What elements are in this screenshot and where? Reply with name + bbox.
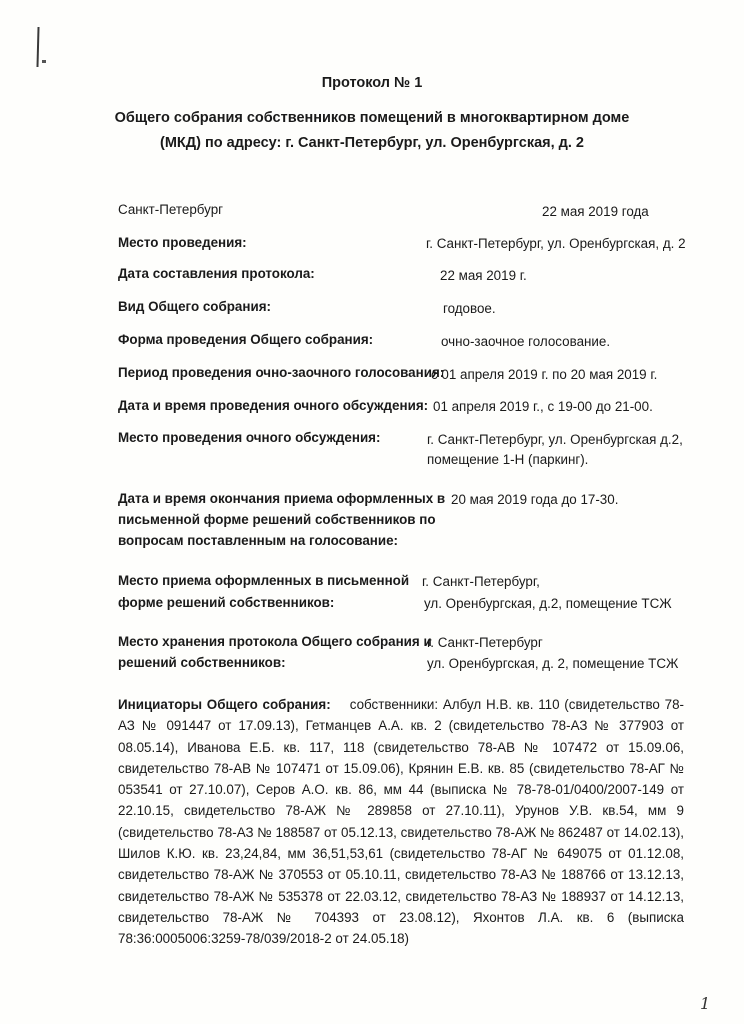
reception-label-1: Место приема оформленных в письменной	[118, 573, 410, 588]
deadline-value: 20 мая 2019 года до 17-30.	[451, 492, 619, 507]
storage-value-2: ул. Оренбургская, д. 2, помещение ТСЖ	[427, 656, 679, 671]
handwritten-margin-mark	[36, 27, 39, 67]
meeting-type-label: Вид Общего собрания:	[118, 299, 271, 314]
initiators-paragraph	[118, 694, 684, 950]
voting-period-value: с 01 апреля 2019 г. по 20 мая 2019 г.	[431, 367, 658, 382]
reception-value-1: г. Санкт-Петербург,	[422, 574, 540, 589]
handwritten-page-number: 1	[700, 994, 711, 1013]
date-label: Дата составления протокола:	[118, 266, 315, 281]
storage-label-1: Место хранения протокола Общего собрания и	[118, 634, 432, 649]
deadline-label-1: Дата и время окончания приема оформленных в	[118, 491, 446, 506]
discussion-place-value-2: помещение 1-Н (паркинг).	[427, 452, 589, 467]
meeting-form-label: Форма проведения Общего собрания:	[118, 332, 374, 347]
document-date: 22 мая 2019 года	[542, 204, 649, 219]
protocol-subtitle-line-1: Общего собрания собственников помещений в многоквартирном доме	[114, 110, 630, 126]
discussion-place-label: Место проведения очного обсуждения:	[118, 430, 381, 445]
reception-value-2: ул. Оренбургская, д.2, помещение ТСЖ	[424, 596, 672, 611]
storage-value-1: г. Санкт-Петербург	[427, 635, 543, 650]
initiators-text: собственники: Албул Н.В. кв. 110 (свидетельство 78-АЗ № 091447 от 17.09.13), Гетманцев А.А. кв. 2 (свидетельство 78-АЗ № 377903 от 08.05.14), Иванова Е.Б. кв. 117, 118 (свидетельство 78-АВ № 107472 от 15.09.06, свидетельство 78-АВ № 107471 от 15.09.06), Крянин Е.В. кв. 85 (свидетельство 78-АГ № 053541 от 27.10.07), Серов А.О. кв. 86, мм 44 (выписка № 78-78-01/0400/2007-149 от 22.10.15, свидетельство 78-АЖ № 289858 от 27.10.11), Урунов У.В. кв.54, мм 9 (свидетельство 78-АЗ № 188587 от 05.12.13, свидетельство 78-АЖ № 862487 от 14.02.13), Шилов К.Ю. кв. 23,24,84, мм 36,51,53,61 (свидетельство 78-АГ № 649075 от 01.12.08, свидетельство 78-АЖ № 370553 от 05.10.11, свидетельство 78-АЗ № 188766 от 13.12.13, свидетельство 78-АЖ № 535378 от 22.03.12, свидетельство 78-АЗ № 188937 от 14.12.13, свидетельство 78-АЖ № 704393 от 23.08.12), Яхонтов Л.А. кв. 6 (выписка 78:36:0005006:3259-78/039/2018-2 от 24.05.18)	[118, 697, 684, 947]
deadline-label-2: письменной форме решений собственников по	[118, 512, 436, 527]
voting-period-label: Период проведения очно-заочного голосования:	[118, 365, 445, 380]
discussion-place-value-1: г. Санкт-Петербург, ул. Оренбургская д.2,	[427, 432, 683, 447]
initiators-label: Инициаторы Общего собрания:	[118, 697, 331, 712]
deadline-label-3: вопросам поставленным на голосование:	[118, 533, 398, 548]
city: Санкт-Петербург	[118, 202, 224, 217]
handwritten-margin-dot	[42, 60, 46, 63]
venue-label: Место проведения:	[118, 235, 247, 250]
meeting-form-value: очно-заочное голосование.	[441, 334, 611, 349]
meeting-type-value: годовое.	[443, 301, 496, 316]
reception-label-2: форме решений собственников:	[118, 595, 335, 610]
protocol-title: Протокол № 1	[321, 75, 423, 91]
venue-value: г. Санкт-Петербург, ул. Оренбургская, д. 2	[426, 236, 686, 251]
protocol-subtitle-line-2: (МКД) по адресу: г. Санкт-Петербург, ул. Оренбургская, д. 2	[160, 135, 584, 151]
discussion-time-value: 01 апреля 2019 г., с 19-00 до 21-00.	[433, 399, 653, 414]
storage-label-2: решений собственников:	[118, 655, 286, 670]
date-value: 22 мая 2019 г.	[440, 268, 527, 283]
discussion-time-label: Дата и время проведения очного обсуждения:	[118, 398, 429, 413]
